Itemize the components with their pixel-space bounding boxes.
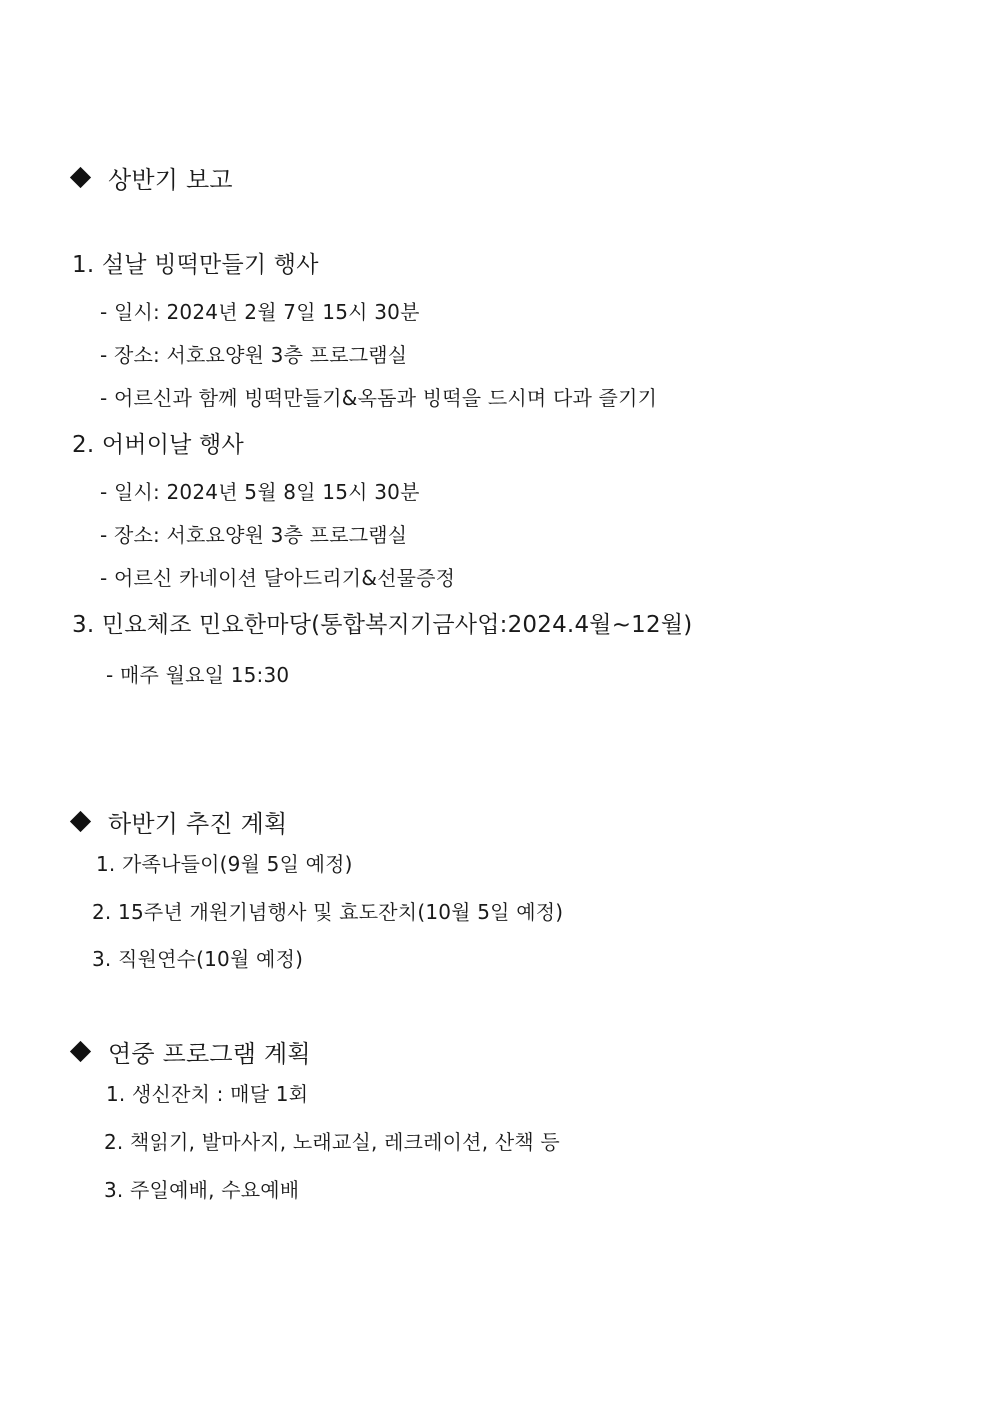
first-half-item-1-detail-3: - 어르신과 함께 빙떡만들기&옥돔과 빙떡을 드시며 다과 즐기기 <box>100 386 658 410</box>
first-half-item-1-detail-2: - 장소: 서호요양원 3층 프로그램실 <box>100 343 408 367</box>
yearly-item-2: 2. 책읽기, 발마사지, 노래교실, 레크레이션, 산책 등 <box>104 1130 560 1154</box>
second-half-item-3: 3. 직원연수(10월 예정) <box>92 947 304 971</box>
first-half-item-1-title: 1. 설날 빙떡만들기 행사 <box>72 252 319 278</box>
second-half-heading <box>70 804 287 839</box>
second-half-item-2: 2. 15주년 개원기념행사 및 효도잔치(10월 5일 예정) <box>92 900 564 924</box>
first-half-item-2-detail-1: - 일시: 2024년 5월 8일 15시 30분 <box>100 480 420 504</box>
first-half-item-3-detail-1: - 매주 월요일 15:30 <box>106 663 290 687</box>
diamond-bullet-icon <box>70 1041 91 1062</box>
first-half-item-2-title: 2. 어버이날 행사 <box>72 432 244 458</box>
yearly-item-1: 1. 생신잔치 : 매달 1회 <box>106 1082 309 1106</box>
diamond-bullet-icon <box>70 811 91 832</box>
second-half-heading-text: 하반기 추진 계획 <box>108 810 288 838</box>
first-half-item-2-detail-2: - 장소: 서호요양원 3층 프로그램실 <box>100 523 408 547</box>
first-half-item-3-title: 3. 민요체조 민요한마당(통합복지기금사업:2024.4월~12월) <box>72 612 693 638</box>
yearly-item-3: 3. 주일예배, 수요예배 <box>104 1178 300 1202</box>
yearly-heading-text: 연중 프로그램 계획 <box>108 1040 311 1068</box>
first-half-item-2-detail-3: - 어르신 카네이션 달아드리기&선물증정 <box>100 566 456 590</box>
first-half-heading-text: 상반기 보고 <box>108 166 233 194</box>
second-half-item-1: 1. 가족나들이(9월 5일 예정) <box>96 852 353 876</box>
yearly-heading <box>70 1034 311 1069</box>
first-half-item-1-detail-1: - 일시: 2024년 2월 7일 15시 30분 <box>100 300 420 324</box>
diamond-bullet-icon <box>70 167 91 188</box>
first-half-heading <box>70 160 233 195</box>
